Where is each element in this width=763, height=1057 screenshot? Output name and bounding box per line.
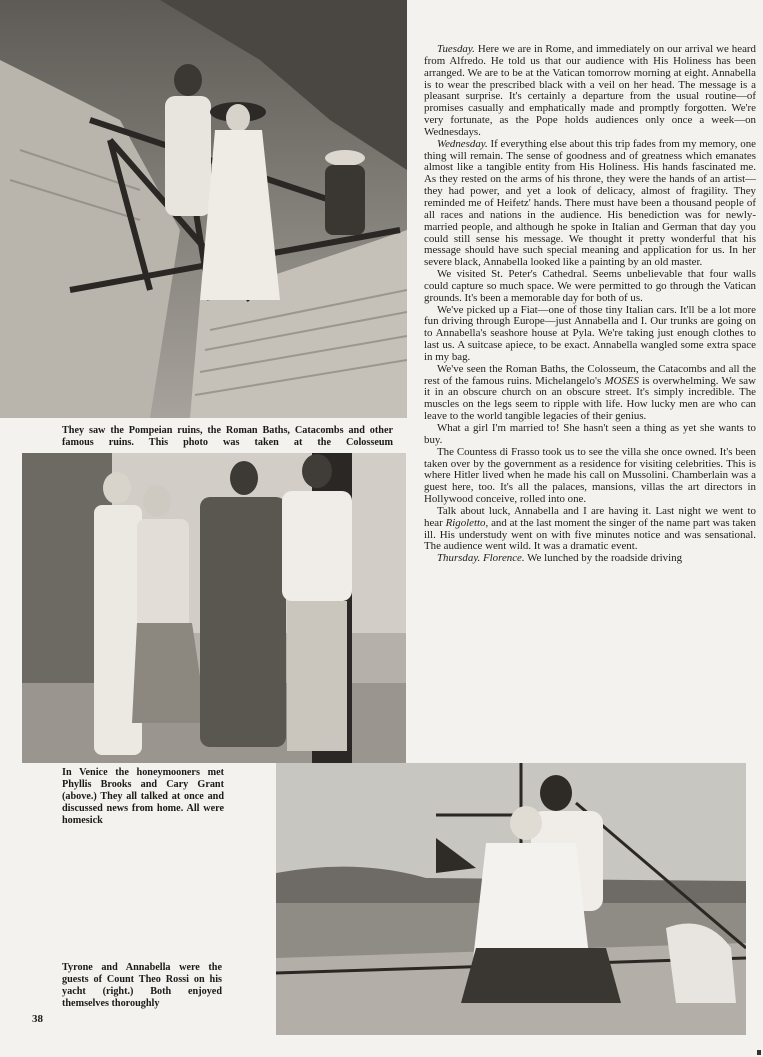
day-label: Wednesday. — [437, 137, 488, 150]
colosseum-caption: They saw the Pompeian ruins, the Roman Baths, Catacombs and other famous ruins. This photo was taken at the Colosseum — [62, 425, 393, 448]
yacht-photo — [276, 763, 746, 1035]
edge-mark — [757, 1050, 761, 1055]
venice-photo — [22, 453, 406, 763]
article-paragraph: We've seen the Roman Baths, the Colosseum, the Catacombs and all the rest of the famous ruins. Michelangelo's MOSES is overwhelming. We saw it in an obscure church on an obscure street. It's simply incredible. The muscles on the legs seem to ripple with life. How lucky men are who can leave to the world tangible legacies of their genius. — [424, 362, 756, 423]
article-paragraph: We visited St. Peter's Cathedral. Seems unbelievable that four walls could capture so much space. We were permitted to go through the Vatican grounds. It's been a memorable day for both of us. — [424, 268, 756, 304]
article-paragraph: Tuesday. Here we are in Rome, and immediately on our arrival we heard from Alfredo. He told us that our audience with His Holiness has been arranged. We are to be at the Vatican tomorrow morning at eight. Annabella is to wear the prescribed black with a veil on her head. The message is a pleasant surprise. It's certainly a departure from the usual routine—of promises casually and emphatically made and promptly forgotten. We're very fortunate, as the Pope holds audiences only once a week—on Wednesdays. — [424, 43, 756, 138]
day-label: Thursday. Florence. — [437, 552, 525, 565]
colosseum-photo — [0, 0, 407, 418]
colosseum-photo-art — [0, 0, 407, 418]
article-paragraph: Talk about luck, Annabella and I are having it. Last night we went to hear Rigoletto, and at the last moment the singer of the name part was taken ill. His understudy went on with five minutes notice and was sensational. The audience went wild. It was a dramatic event. — [424, 504, 757, 553]
venice-caption: In Venice the honeymooners met Phyllis Brooks and Cary Grant (above.) They all talked at once and discussed news from home. All were homesick — [62, 767, 224, 826]
yacht-photo-art — [276, 763, 746, 1035]
work-title: Rigoletto — [445, 516, 486, 529]
venice-photo-art — [22, 453, 406, 763]
article-paragraph: The Countess di Frasso took us to see the villa she once owned. It's been taken over by the government as a residence for visiting celebrities. This is where Hitler lived when he made his call on Mussolini. Chamberlain was a guest here, too. It's all the palaces, mansions, villas the art directors in Hollywood conceive, rolled into one. — [424, 445, 756, 506]
work-title: MOSES — [604, 374, 639, 387]
day-label: Tuesday. — [437, 43, 475, 55]
article-body — [424, 44, 756, 565]
article-paragraph: Wednesday. If everything else about this trip fades from my memory, one thing will remain. The sense of goodness and of greatness which emanates almost like a tangible entity from His Holiness. His hands fascinated me. As they rested on the arms of his throne, they were the hands of an artist—they had power, and yet a look of delicacy, almost of fragility. They reminded me of Heifetz' hands. There must have been a thousand people of all races and nations in the audience. His benediction was for newly-married people, and although he spoke in Italian and German that day you could still sense his message. We thought it pretty wonderful that his message should have such special meaning and application for us. In her severe black, Annabella looked like a painting by an old master. — [424, 137, 756, 269]
article-paragraph: What a girl I'm married to! She hasn't seen a thing as yet she wants to buy. — [424, 422, 756, 446]
yacht-caption: Tyrone and Annabella were the guests of Count Theo Rossi on his yacht (right.) Both enjoyed themselves thoroughly — [62, 962, 222, 1009]
page-number: 38 — [32, 1013, 43, 1025]
article-paragraph: We've picked up a Fiat—one of those tiny Italian cars. It'll be a lot more fun driving through Europe—just Annabella and I. Our trunks are going on to Annabella's seashore house at Pyla. We're taking just enough clothes to last us. A suitcase apiece, to be exact. Annabella wangled some extra space in my bag. — [424, 303, 756, 363]
article-paragraph: Thursday. Florence. We lunched by the roadside driving — [437, 552, 683, 565]
